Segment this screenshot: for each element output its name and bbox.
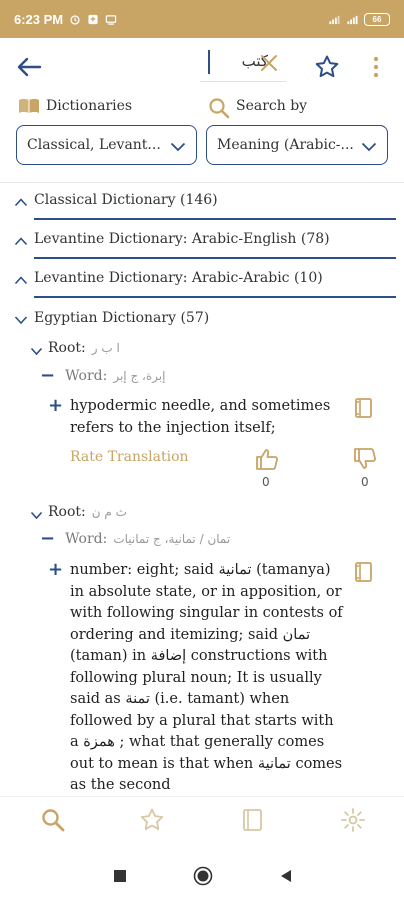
notification-icon <box>87 14 99 25</box>
chevron-up-icon <box>14 273 28 283</box>
chevron-down-icon <box>30 344 43 353</box>
section-underline <box>34 218 396 220</box>
book-icon[interactable] <box>352 560 376 584</box>
chevron-up-icon <box>14 195 28 205</box>
collapse-icon: − <box>40 528 56 549</box>
search-by-label: Search by <box>208 97 307 115</box>
definition-text: hypodermic needle, and sometimes refers to the injection itself; <box>70 398 331 436</box>
signal-icon <box>328 14 340 25</box>
section-levantine-arabic[interactable]: Levantine Dictionary: Arabic-Arabic (10) <box>0 270 404 286</box>
chevron-down-icon <box>30 508 43 517</box>
chevron-down-icon <box>170 140 186 150</box>
word-row[interactable]: − Word: إبرة، ج إبر <box>40 365 166 386</box>
expand-icon: + <box>48 395 64 416</box>
results-list <box>0 186 404 796</box>
more-options-icon[interactable] <box>368 55 384 79</box>
collapse-icon: − <box>40 365 56 386</box>
section-underline <box>34 296 396 298</box>
chevron-up-icon <box>14 234 28 244</box>
chevron-down-icon <box>361 140 377 150</box>
thumbs-down-icon[interactable] <box>352 446 378 472</box>
home-circle-icon[interactable] <box>193 866 213 886</box>
book-icon[interactable] <box>352 396 376 420</box>
nav-search-icon[interactable] <box>40 807 66 833</box>
text-caret <box>208 50 210 74</box>
system-navigation-bar <box>0 852 404 900</box>
back-triangle-icon[interactable] <box>278 868 294 884</box>
nav-favorites-icon[interactable] <box>139 807 165 833</box>
divider <box>0 182 404 183</box>
root-row[interactable]: Root: ث م ن <box>30 504 127 520</box>
book-open-icon <box>18 97 40 115</box>
battery-icon: 66 <box>364 13 390 26</box>
chevron-down-icon <box>14 313 28 323</box>
screen-icon <box>105 14 117 25</box>
root-row[interactable]: Root: ا ب ر <box>30 340 120 356</box>
status-bar <box>0 0 404 38</box>
section-underline <box>34 257 396 259</box>
likes-count: 0 <box>262 475 270 489</box>
section-classical[interactable]: Classical Dictionary (146) <box>0 192 404 208</box>
back-arrow-icon[interactable] <box>16 56 42 78</box>
alarm-icon <box>69 14 81 25</box>
bottom-navigation <box>0 796 404 852</box>
wifi-icon <box>346 14 358 25</box>
dictionaries-dropdown[interactable]: Classical, Levant... <box>16 125 197 165</box>
status-time: 6:23 PM <box>14 11 64 27</box>
nav-settings-gear-icon[interactable] <box>340 807 366 833</box>
expand-icon: + <box>48 559 64 580</box>
rate-translation-link[interactable]: Rate Translation <box>70 449 189 465</box>
search-by-dropdown[interactable]: Meaning (Arabic-... <box>206 125 388 165</box>
definition-entry[interactable] <box>48 560 346 796</box>
dictionaries-label: Dictionaries <box>18 97 132 115</box>
favorite-star-icon[interactable] <box>314 54 340 80</box>
section-egyptian[interactable]: Egyptian Dictionary (57) <box>0 310 404 326</box>
clear-search-icon[interactable] <box>258 52 280 74</box>
recent-apps-square-icon[interactable] <box>112 868 128 884</box>
word-row[interactable]: − Word: تمان / تمانية، ج تمانيات <box>40 528 231 549</box>
top-bar <box>0 38 404 94</box>
thumbs-up-icon[interactable] <box>254 446 280 472</box>
definition-text: number: eight; said تمانية (tamanya) in absolute state, or in apposition, or with following singular in contests of ordering and itemizing; said تمان (taman) in إضافة constructions with following plural noun; It is usually said as تمنة (i.e. tamant) when followed by a plural that starts with a همزة ; what that generally comes out to mean is that when تمانية comes as the second <box>70 562 343 793</box>
definition-entry[interactable] <box>48 396 346 439</box>
dislikes-count: 0 <box>361 475 369 489</box>
section-levantine-english[interactable]: Levantine Dictionary: Arabic-English (78) <box>0 231 404 247</box>
search-icon <box>208 97 230 115</box>
nav-dictionary-icon[interactable] <box>240 807 266 833</box>
